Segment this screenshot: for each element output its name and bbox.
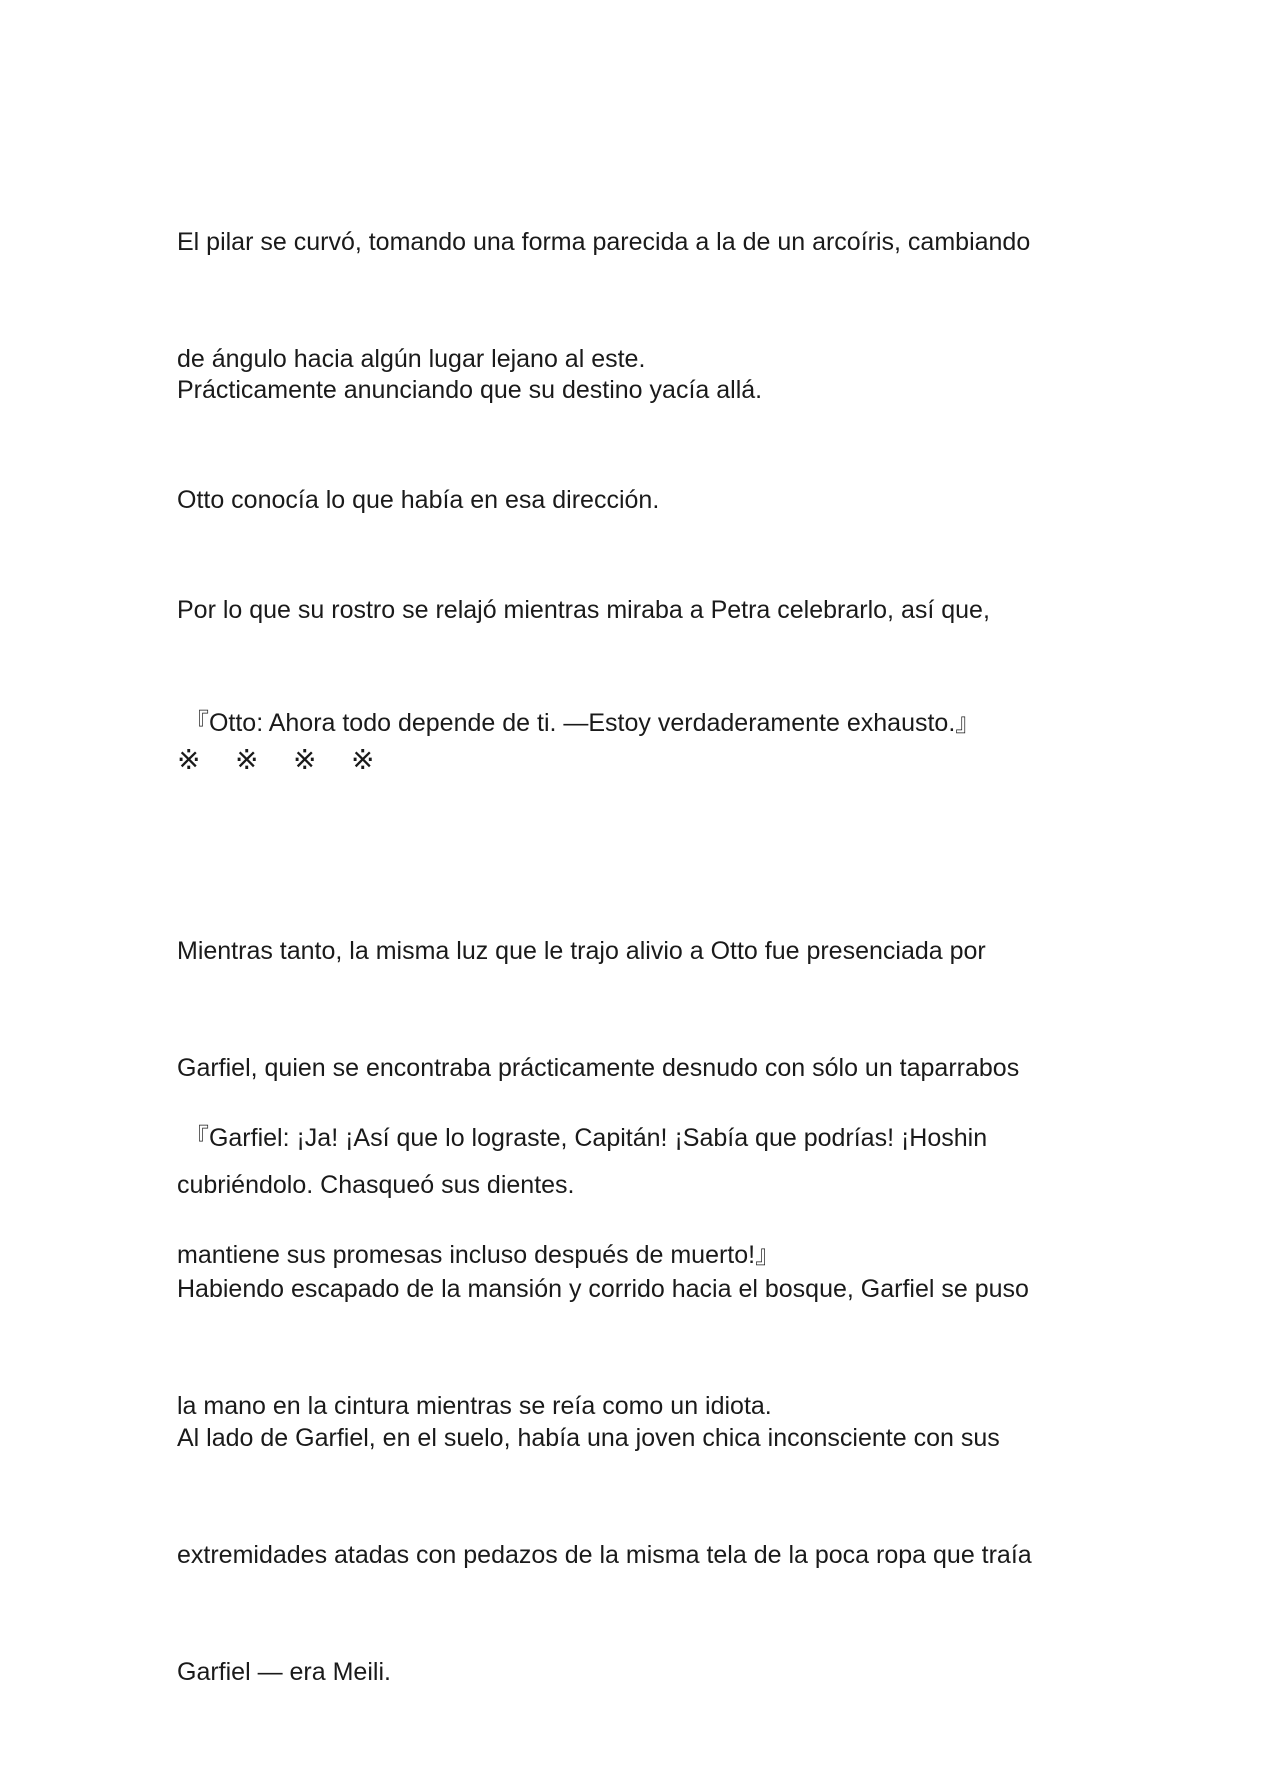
paragraph-line: Habiendo escapado de la mansión y corrido hacia el bosque, Garfiel se puso [177, 1275, 1029, 1303]
paragraph-line: Garfiel, quien se encontraba prácticamente desnudo con sólo un taparrabos [177, 1054, 1020, 1082]
dialogue-line: mantiene sus promesas incluso después de muerto!』 [177, 1241, 781, 1269]
dialogue-line: 『Otto: Ahora todo depende de ti. —Estoy verdaderamente exhausto.』 [177, 709, 981, 737]
separator-mark: ※ [293, 743, 317, 776]
paragraph-line: Prácticamente anunciando que su destino yacía allá. [177, 376, 763, 404]
paragraph-line: El pilar se curvó, tomando una forma parecida a la de un arcoíris, cambiando [177, 228, 1031, 256]
dialogue-line: 『Garfiel: ¡Ja! ¡Así que lo lograste, Capitán! ¡Sabía que podrías! ¡Hoshin [177, 1124, 988, 1152]
paragraph-line: Otto conocía lo que había en esa dirección. [177, 486, 660, 514]
dialogue-otto [177, 626, 1107, 821]
paragraph-7 [177, 1341, 1107, 1770]
separator-mark: ※ [351, 743, 375, 776]
scene-separator [177, 740, 409, 780]
paragraph-line: de ángulo hacia algún lugar lejano al este. [177, 345, 646, 373]
paragraph-line: Al lado de Garfiel, en el suelo, había una joven chica inconsciente con sus [177, 1424, 1000, 1452]
paragraph-line: Garfiel — era Meili. [177, 1658, 391, 1686]
paragraph-line: Por lo que su rostro se relajó mientras miraba a Petra celebrarlo, así que, [177, 596, 990, 624]
paragraph-line: cubriéndolo. Chasqueó sus dientes. [177, 1171, 575, 1199]
separator-mark: ※ [177, 743, 201, 776]
paragraph-line: Mientras tanto, la misma luz que le trajo alivio a Otto fue presenciada por [177, 937, 986, 965]
separator-mark: ※ [235, 743, 259, 776]
paragraph-line: la mano en la cintura mientras se reía como un idiota. [177, 1392, 772, 1420]
paragraph-line: extremidades atadas con pedazos de la misma tela de la poca ropa que traía [177, 1541, 1032, 1569]
